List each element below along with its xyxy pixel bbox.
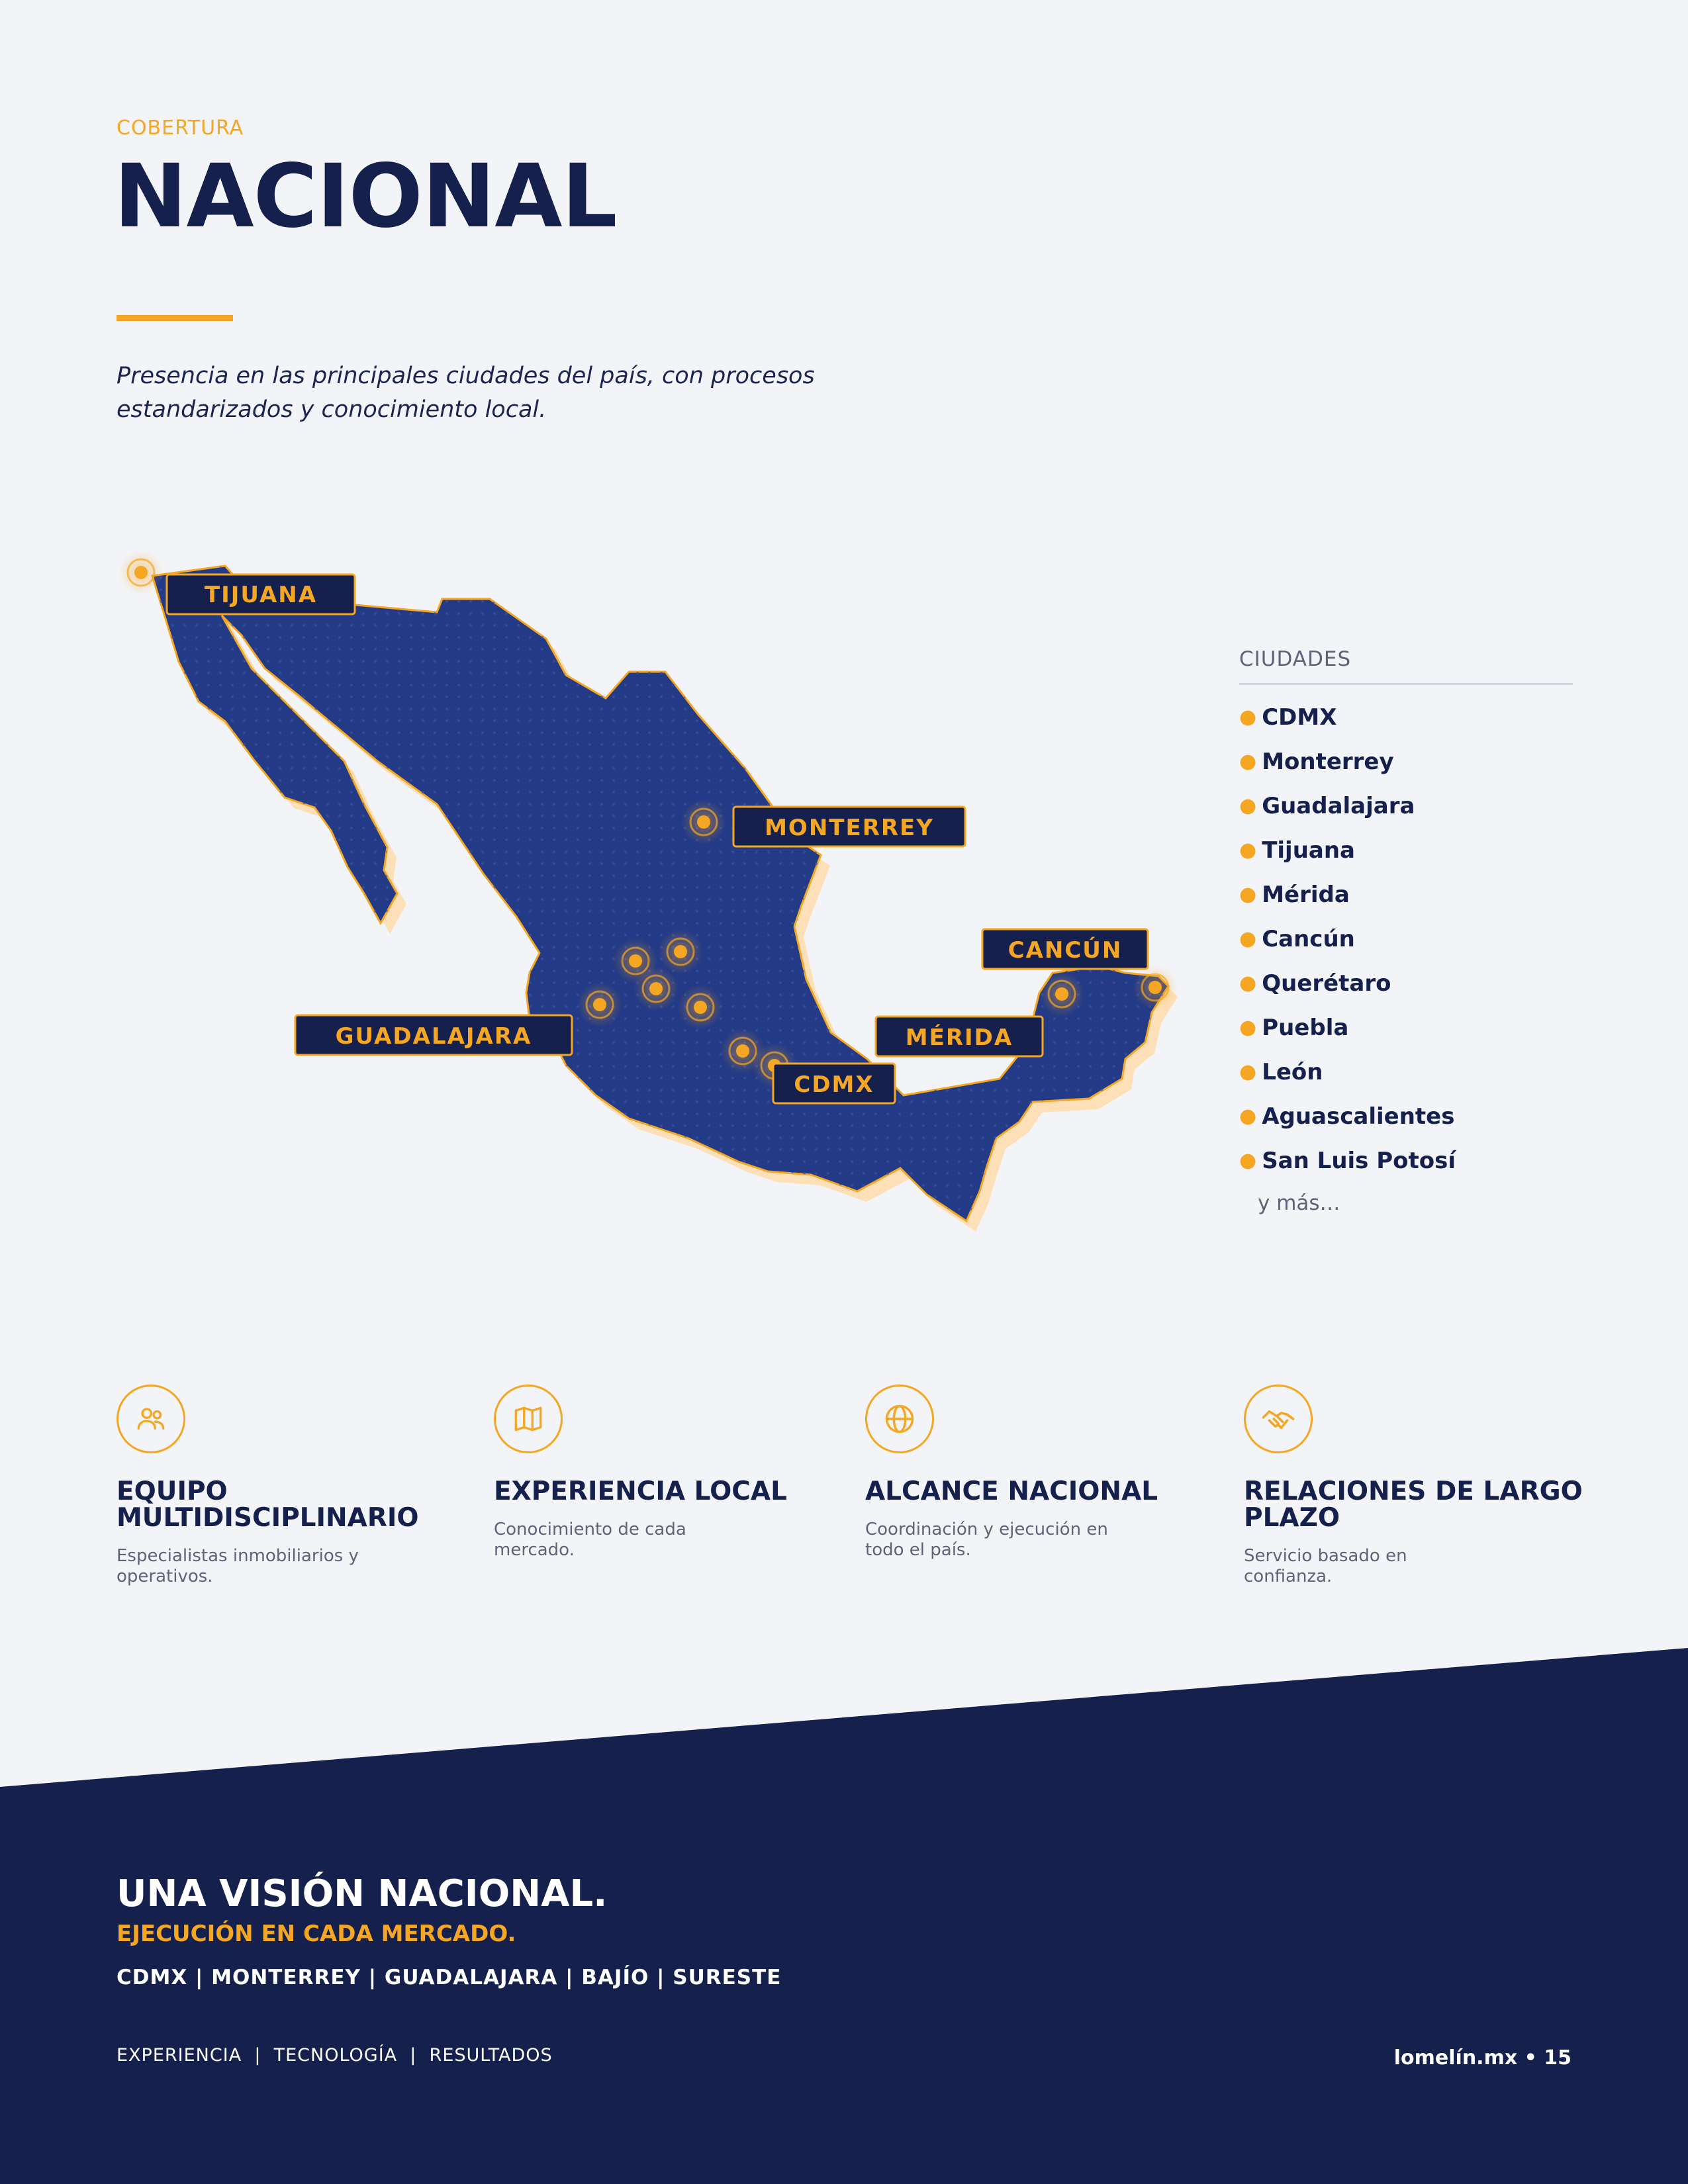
city-item — [1239, 967, 1573, 1011]
feature-desc-line-1: Servicio basado en — [1244, 1546, 1407, 1566]
city-name: Guadalajara — [1262, 793, 1415, 819]
page-title: NACIONAL — [114, 146, 617, 248]
feature-description — [494, 1520, 851, 1561]
city-item — [1239, 1100, 1573, 1144]
map-icon — [494, 1385, 563, 1453]
intro-line-1: Presencia en las principales ciudades del país, con procesos — [117, 363, 815, 389]
map-label-monterrey-text: MONTERREY — [765, 815, 934, 841]
city-name: Cancún — [1262, 926, 1355, 952]
city-marker-tijuana[interactable] — [118, 550, 164, 595]
map-label-tijuana — [167, 574, 355, 614]
feature-relations — [1244, 1385, 1601, 1587]
feature-title — [117, 1479, 474, 1531]
city-name: Querétaro — [1262, 970, 1391, 997]
city-item — [1239, 878, 1573, 923]
footer-site-page: lomelín.mx • 15 — [1393, 2046, 1571, 2070]
bullet-icon: ● — [1239, 1060, 1257, 1083]
feature-title-line-1: ALCANCE NACIONAL — [865, 1477, 1158, 1506]
intro-line-2: estandarizados y conocimiento local. — [117, 396, 547, 423]
feature-national — [865, 1385, 1223, 1561]
city-item — [1239, 1011, 1573, 1056]
feature-title-line-2: MULTIDISCIPLINARIO — [117, 1503, 419, 1533]
map-label-guadalajara-text: GUADALAJARA — [335, 1023, 532, 1050]
feature-title-line-2: PLAZO — [1244, 1503, 1340, 1533]
map-label-merida-text: MÉRIDA — [905, 1024, 1013, 1051]
footer-title: UNA VISIÓN NACIONAL. — [117, 1872, 608, 1915]
bullet-icon: ● — [1239, 794, 1257, 817]
cities-items — [1239, 701, 1573, 1189]
feature-title — [1244, 1479, 1601, 1531]
city-name: Mérida — [1262, 882, 1350, 908]
bullet-icon: ● — [1239, 927, 1257, 950]
feature-title-line-1: EQUIPO — [117, 1477, 228, 1506]
map-label-cancun-text: CANCÚN — [1008, 937, 1123, 964]
city-item — [1239, 1056, 1573, 1100]
feature-title-line-1: EXPERIENCIA LOCAL — [494, 1477, 787, 1506]
city-marker-leon[interactable] — [633, 966, 679, 1011]
feature-desc-line-1: Coordinación y ejecución en — [865, 1520, 1108, 1539]
feature-description — [117, 1546, 474, 1587]
bullet-icon: ● — [1239, 750, 1257, 773]
bullet-icon: ● — [1239, 972, 1257, 995]
footer-band — [0, 1648, 1688, 2184]
map-label-guadalajara — [295, 1015, 572, 1055]
city-marker-san-luis-potosi[interactable] — [658, 929, 703, 974]
city-marker-cancun[interactable] — [1133, 965, 1178, 1010]
footer-values: EXPERIENCIA | TECNOLOGÍA | RESULTADOS — [117, 2045, 553, 2066]
footer-subtitle: EJECUCIÓN EN CADA MERCADO. — [117, 1921, 516, 1947]
intro-text — [117, 359, 845, 427]
footer-regions: CDMX | MONTERREY | GUADALAJARA | BAJÍO | SURESTE — [117, 1966, 782, 1989]
city-name: San Luis Potosí — [1262, 1148, 1456, 1174]
feature-team — [117, 1385, 474, 1587]
title-rule — [117, 315, 233, 321]
mexico-map — [113, 543, 1198, 1257]
city-marker-merida[interactable] — [1039, 972, 1084, 1017]
map-label-cancun — [982, 929, 1148, 969]
city-item — [1239, 790, 1573, 834]
bullet-icon: ● — [1239, 1105, 1257, 1128]
feature-desc-line-2: operativos. — [117, 1567, 213, 1586]
city-name: Aguascalientes — [1262, 1103, 1455, 1130]
team-icon — [117, 1385, 185, 1453]
section-kicker: COBERTURA — [117, 116, 244, 140]
city-name: Puebla — [1262, 1015, 1349, 1041]
map-label-monterrey — [733, 807, 965, 846]
cities-more: y más… — [1258, 1191, 1340, 1215]
feature-title — [865, 1479, 1223, 1505]
city-item — [1239, 745, 1573, 790]
city-name: Tijuana — [1262, 837, 1355, 864]
feature-local — [494, 1385, 851, 1561]
city-item — [1239, 923, 1573, 967]
feature-desc-line-2: confianza. — [1244, 1567, 1333, 1586]
city-item — [1239, 1144, 1573, 1189]
city-name: CDMX — [1262, 704, 1337, 731]
city-name: Monterrey — [1262, 749, 1394, 775]
globe-icon — [865, 1385, 934, 1453]
city-marker-guadalajara[interactable] — [577, 982, 622, 1027]
feature-title — [494, 1479, 851, 1505]
feature-desc-line-1: Conocimiento de cada — [494, 1520, 686, 1539]
feature-desc-line-2: todo el país. — [865, 1540, 971, 1560]
feature-title-line-1: RELACIONES DE LARGO — [1244, 1477, 1583, 1506]
city-marker-queretaro[interactable] — [678, 985, 723, 1030]
map-label-merida — [876, 1017, 1043, 1056]
feature-desc-line-1: Especialistas inmobiliarios y — [117, 1546, 359, 1566]
map-dots — [152, 566, 1168, 1221]
feature-description — [1244, 1546, 1601, 1587]
bullet-icon: ● — [1239, 1149, 1257, 1172]
handshake-icon — [1244, 1385, 1313, 1453]
city-name: León — [1262, 1059, 1323, 1085]
map-label-tijuana-text: TIJUANA — [204, 582, 318, 608]
bullet-icon: ● — [1239, 839, 1257, 862]
cities-title: CIUDADES — [1239, 647, 1573, 685]
cities-list — [1239, 647, 1573, 1215]
bullet-icon: ● — [1239, 705, 1257, 729]
bullet-icon: ● — [1239, 883, 1257, 906]
map-label-cdmx — [773, 1064, 895, 1103]
map-label-cdmx-text: CDMX — [794, 1071, 874, 1098]
feature-desc-line-2: mercado. — [494, 1540, 575, 1560]
city-marker-monterrey[interactable] — [681, 799, 726, 844]
city-item — [1239, 701, 1573, 745]
bullet-icon: ● — [1239, 1016, 1257, 1039]
feature-description — [865, 1520, 1223, 1561]
city-item — [1239, 834, 1573, 878]
